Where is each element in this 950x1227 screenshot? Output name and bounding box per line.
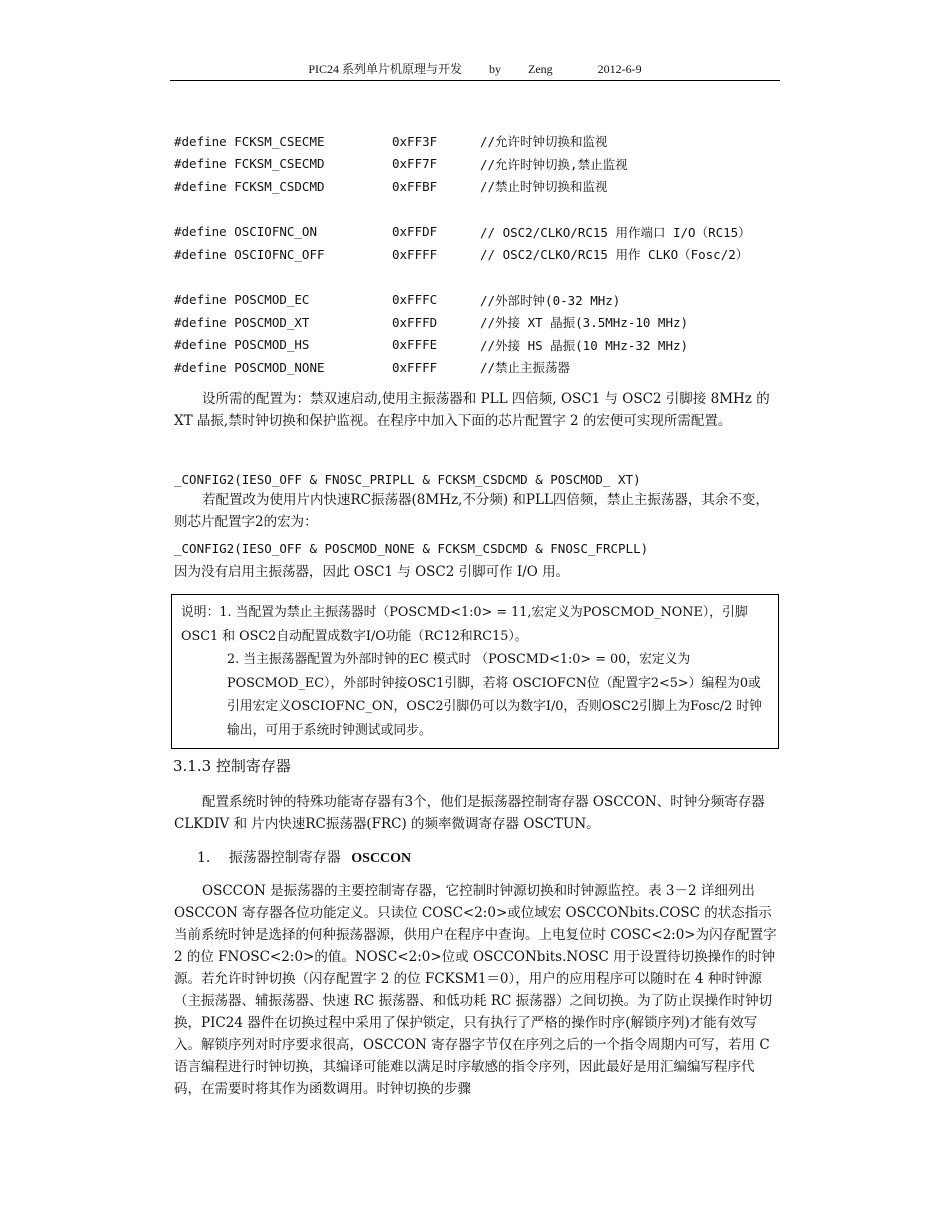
define-value: 0xFFBF [392, 178, 438, 194]
subsection-register: OSCCON [351, 851, 412, 866]
define-comment: //外部时钟(0-32 MHz) [480, 292, 621, 308]
note-item-1: 说明：1. 当配置为禁止主振荡器时（POSCMD<1:0> = 11,宏定义为POSCMOD_NONE），引脚 OSC1 和 OSC2自动配置成数字I/O功能（RC12和RC15）。 [181, 605, 748, 644]
define-comment: //允许时钟切换,禁止监视 [480, 156, 628, 172]
code-config2-pripll: _CONFIG2(IESO_OFF & FNOSC_PRIPLL & FCKSM_CSDCMD & POSCMOD_ XT) [174, 472, 641, 487]
subsection-heading [197, 847, 411, 867]
define-name: #define POSCMOD_EC [174, 292, 310, 308]
header-date: 2012-6-9 [597, 62, 642, 76]
define-name: #define FCKSM_CSDCMD [174, 178, 325, 194]
define-group-poscmod [174, 289, 751, 379]
define-row [174, 153, 751, 176]
define-group-osciofnc [174, 221, 751, 266]
header-by: by [489, 62, 502, 76]
define-row [174, 289, 751, 312]
define-comment: // OSC2/CLKO/RC15 用作端口 I/O（RC15） [480, 224, 751, 240]
paragraph-registers: 配置系统时钟的特殊功能寄存器有3个，他们是振荡器控制寄存器 OSCCON、时钟分频寄存器 CLKDIV 和 片内快速RC振荡器(FRC) 的频率微调寄存器 OSCTUN。 [174, 794, 765, 832]
define-name: #define FCKSM_CSECMD [174, 156, 325, 172]
define-value: 0xFF7F [392, 156, 438, 172]
define-row [174, 130, 751, 153]
define-name: #define OSCIOFNC_OFF [174, 246, 325, 262]
define-value: 0xFFDF [392, 224, 438, 240]
paragraph-osc-io: 因为没有启用主振荡器，因此 OSC1 与 OSC2 引脚可作 I/O 用。 [174, 564, 570, 580]
define-value: 0xFF3F [392, 133, 438, 149]
define-comment: //禁止时钟切换和监视 [480, 179, 608, 195]
define-name: #define OSCIOFNC_ON [174, 224, 317, 240]
define-comment: //外接 XT 晶振(3.5MHz-10 MHz) [480, 315, 689, 331]
define-value: 0xFFFF [392, 246, 438, 262]
define-name: #define POSCMOD_NONE [174, 359, 325, 375]
paragraph-config-intro: 设所需的配置为：禁双速启动,使用主振荡器和 PLL 四倍频, OSC1 与 OSC2 引脚接 8MHz 的 XT 晶振,禁时钟切换和保护监视。在程序中加入下面的芯片配置字 2 的宏便可实现所需配置。 [174, 391, 770, 429]
paragraph-frc-config: 若配置改为使用片内快速RC振荡器(8MHz,不分频) 和PLL四倍频，禁止主振荡器，其余不变，则芯片配置字2的宏为： [174, 492, 769, 530]
define-row [174, 243, 751, 266]
header-rule [170, 80, 780, 81]
define-row [174, 311, 751, 334]
subsection-text: 振荡器控制寄存器 [228, 850, 341, 866]
section-heading: 3.1.3 控制寄存器 [173, 757, 291, 775]
header-author: Zeng [528, 62, 553, 76]
define-value: 0xFFFD [392, 314, 438, 330]
define-row [174, 356, 751, 379]
define-block [174, 130, 751, 402]
define-comment: // OSC2/CLKO/RC15 用作 CLKO（Fosc/2） [480, 247, 749, 263]
define-value: 0xFFFE [392, 337, 438, 353]
define-value: 0xFFFC [392, 292, 438, 308]
define-value: 0xFFFF [392, 359, 438, 375]
page-header [0, 60, 950, 77]
define-row [174, 334, 751, 357]
define-comment: //外接 HS 晶振(10 MHz-32 MHz) [480, 337, 689, 353]
define-row [174, 221, 751, 244]
code-config2-frcpll: _CONFIG2(IESO_OFF & POSCMOD_NONE & FCKSM_CSDCMD & FNOSC_FRCPLL) [174, 541, 649, 556]
define-name: #define FCKSM_CSECME [174, 133, 325, 149]
define-name: #define POSCMOD_HS [174, 337, 310, 353]
note-box [171, 594, 779, 749]
subsection-number: 1. [197, 850, 211, 866]
header-title: PIC24 系列单片机原理与开发 [308, 62, 463, 76]
define-group-fcksm [174, 130, 751, 198]
define-comment: //允许时钟切换和监视 [480, 134, 608, 150]
note-item-2: 2. 当主振荡器配置为外部时钟的EC 模式时 （POSCMD<1:0> = 00，宏定义为POSCMOD_EC），外部时钟接OSC1引脚，若将 OSCIOFCN位（配置字2<5>）编程为0或引用宏定义OSCIOFNC_ON，OSC2引脚仍可以为数字I/0，否则OSC2引脚上为Fosc/2 时钟输出，可用于系统时钟测试或同步。 [227, 652, 762, 738]
define-comment: //禁止主振荡器 [480, 360, 571, 376]
define-name: #define POSCMOD_XT [174, 314, 310, 330]
define-row [174, 175, 751, 198]
paragraph-osccon: OSCCON 是振荡器的主要控制寄存器，它控制时钟源切换和时钟源监控。表 3－2 详细列出 OSCCON 寄存器各位功能定义。只读位 COSC<2:0>或位域宏 OSCCONbits.COSC 的状态指示当前系统时钟是选择的何种振荡器源，供用户在程序中查询。上电复位时 COSC<2:0>为闪存配置字 2 的位 FNOSC<2:0>的值。NOSC<2:0>位或 OSCCONbits.NOSC 用于设置待切换操作的时钟源。若允许时钟切换（闪存配置字 2 的位 FCKSM1＝0），用户的应用程序可以随时在 4 种时钟源（主振荡器、辅振荡器、快速 RC 振荡器、和低功耗 RC 振荡器）之间切换。为了防止误操作时钟切换，PIC24 器件在切换过程中采用了保护锁定，只有执行了严格的操作时序(解锁序列)才能有效写入。解锁序列对时序要求很高，OSCCON 寄存器字节仅在序列之后的一个指令周期内可写，若用 C 语言编程进行时钟切换，其编译可能难以满足时序敏感的指令序列，因此最好是用汇编编写程序代码，在需要时将其作为函数调用。时钟切换的步骤 [174, 883, 777, 1097]
